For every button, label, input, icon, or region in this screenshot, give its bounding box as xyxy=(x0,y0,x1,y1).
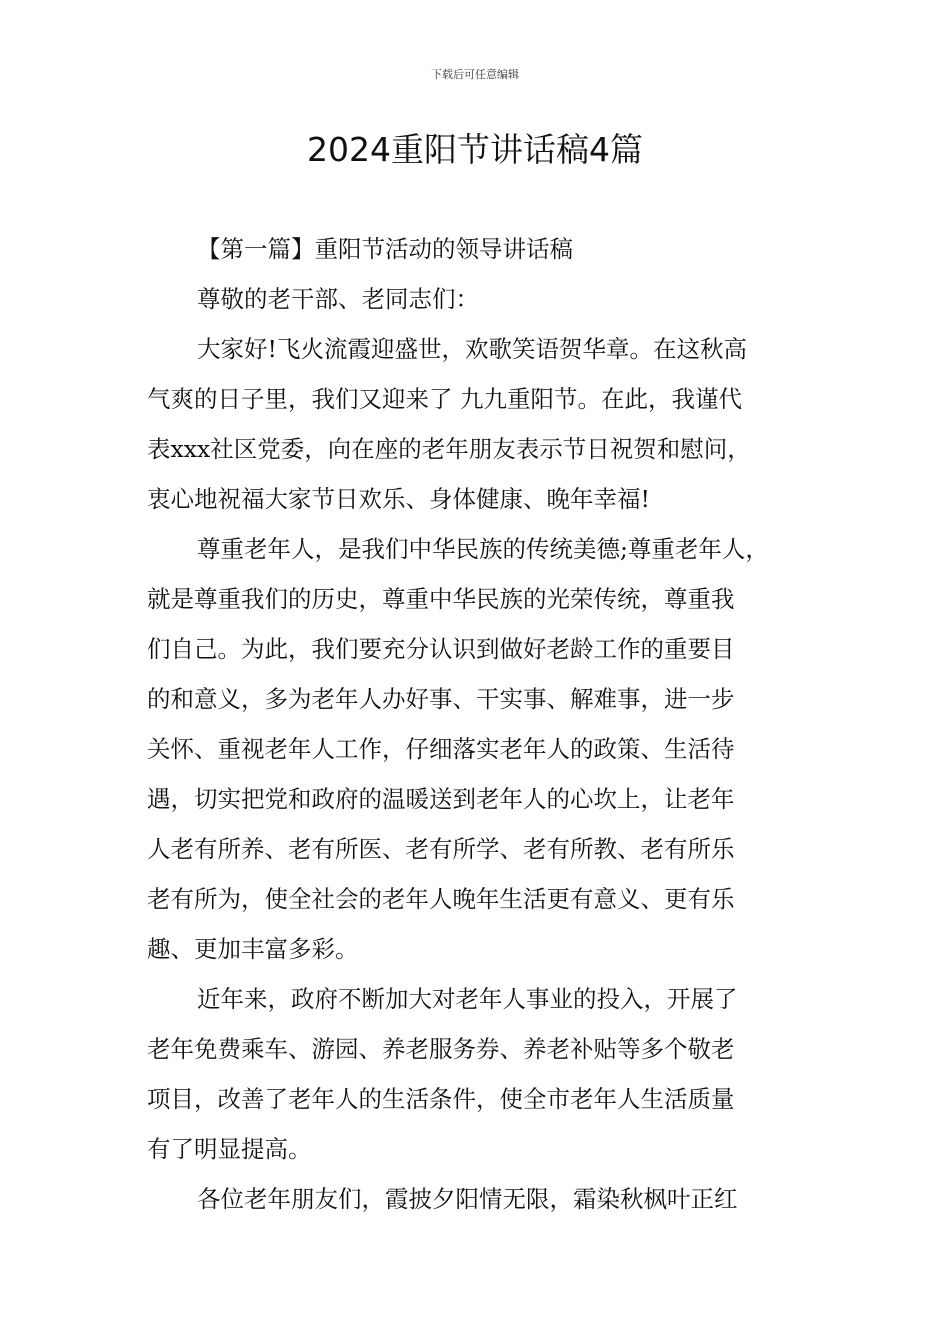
paragraph-line: 就是尊重我们的历史，尊重中华民族的光荣传统，尊重我 xyxy=(147,585,735,613)
paragraph-line: 人老有所养、老有所医、老有所学、老有所教、老有所乐 xyxy=(147,835,735,863)
header-note: 下载后可任意编辑 xyxy=(431,68,519,81)
paragraph-line: 遇，切实把党和政府的温暖送到老年人的心坎上，让老年 xyxy=(147,785,735,813)
paragraph-line: 项目，改善了老年人的生活条件，使全市老年人生活质量 xyxy=(147,1085,735,1113)
paragraph-line: 们自己。为此，我们要充分认识到做好老龄工作的重要目 xyxy=(147,635,735,663)
section-heading: 【第一篇】重阳节活动的领导讲话稿 xyxy=(197,235,573,263)
paragraph-line: 的和意义，多为老年人办好事、干实事、解难事，进一步 xyxy=(147,685,735,713)
paragraph-line: 各位老年朋友们，霞披夕阳情无限，霜染秋枫叶正红 xyxy=(197,1185,738,1213)
paragraph-2 xyxy=(147,524,817,974)
paragraph-line: 气爽的日子里，我们又迎来了 九九重阳节。在此，我谨代 xyxy=(147,385,742,413)
document-title: 2024重阳节讲话稿4篇 xyxy=(307,130,643,169)
paragraph-3 xyxy=(147,974,817,1174)
paragraph-line: 大家好!飞火流霞迎盛世，欢歌笑语贺华章。在这秋高 xyxy=(197,335,747,363)
paragraph-1 xyxy=(147,324,817,524)
document-body xyxy=(147,224,817,1224)
paragraph-line: 有了明显提高。 xyxy=(147,1135,312,1163)
paragraph-line: 老有所为，使全社会的老年人晚年生活更有意义、更有乐 xyxy=(147,885,735,913)
paragraph-line: 尊重老年人，是我们中华民族的传统美德;尊重老年人， xyxy=(197,535,769,563)
paragraph-line: 近年来，政府不断加大对老年人事业的投入，开展了 xyxy=(197,985,738,1013)
paragraph-line: 衷心地祝福大家节日欢乐、身体健康、晚年幸福! xyxy=(147,485,650,513)
paragraph-line: 关怀、重视老年人工作，仔细落实老年人的政策、生活待 xyxy=(147,735,735,763)
salutation: 尊敬的老干部、老同志们： xyxy=(197,285,479,313)
paragraph-line: 表xxx社区党委，向在座的老年朋友表示节日祝贺和慰问， xyxy=(147,435,751,463)
paragraph-line: 老年免费乘车、游园、养老服务券、养老补贴等多个敬老 xyxy=(147,1035,735,1063)
paragraph-4 xyxy=(147,1174,817,1224)
paragraph-line: 趣、更加丰富多彩。 xyxy=(147,935,359,963)
